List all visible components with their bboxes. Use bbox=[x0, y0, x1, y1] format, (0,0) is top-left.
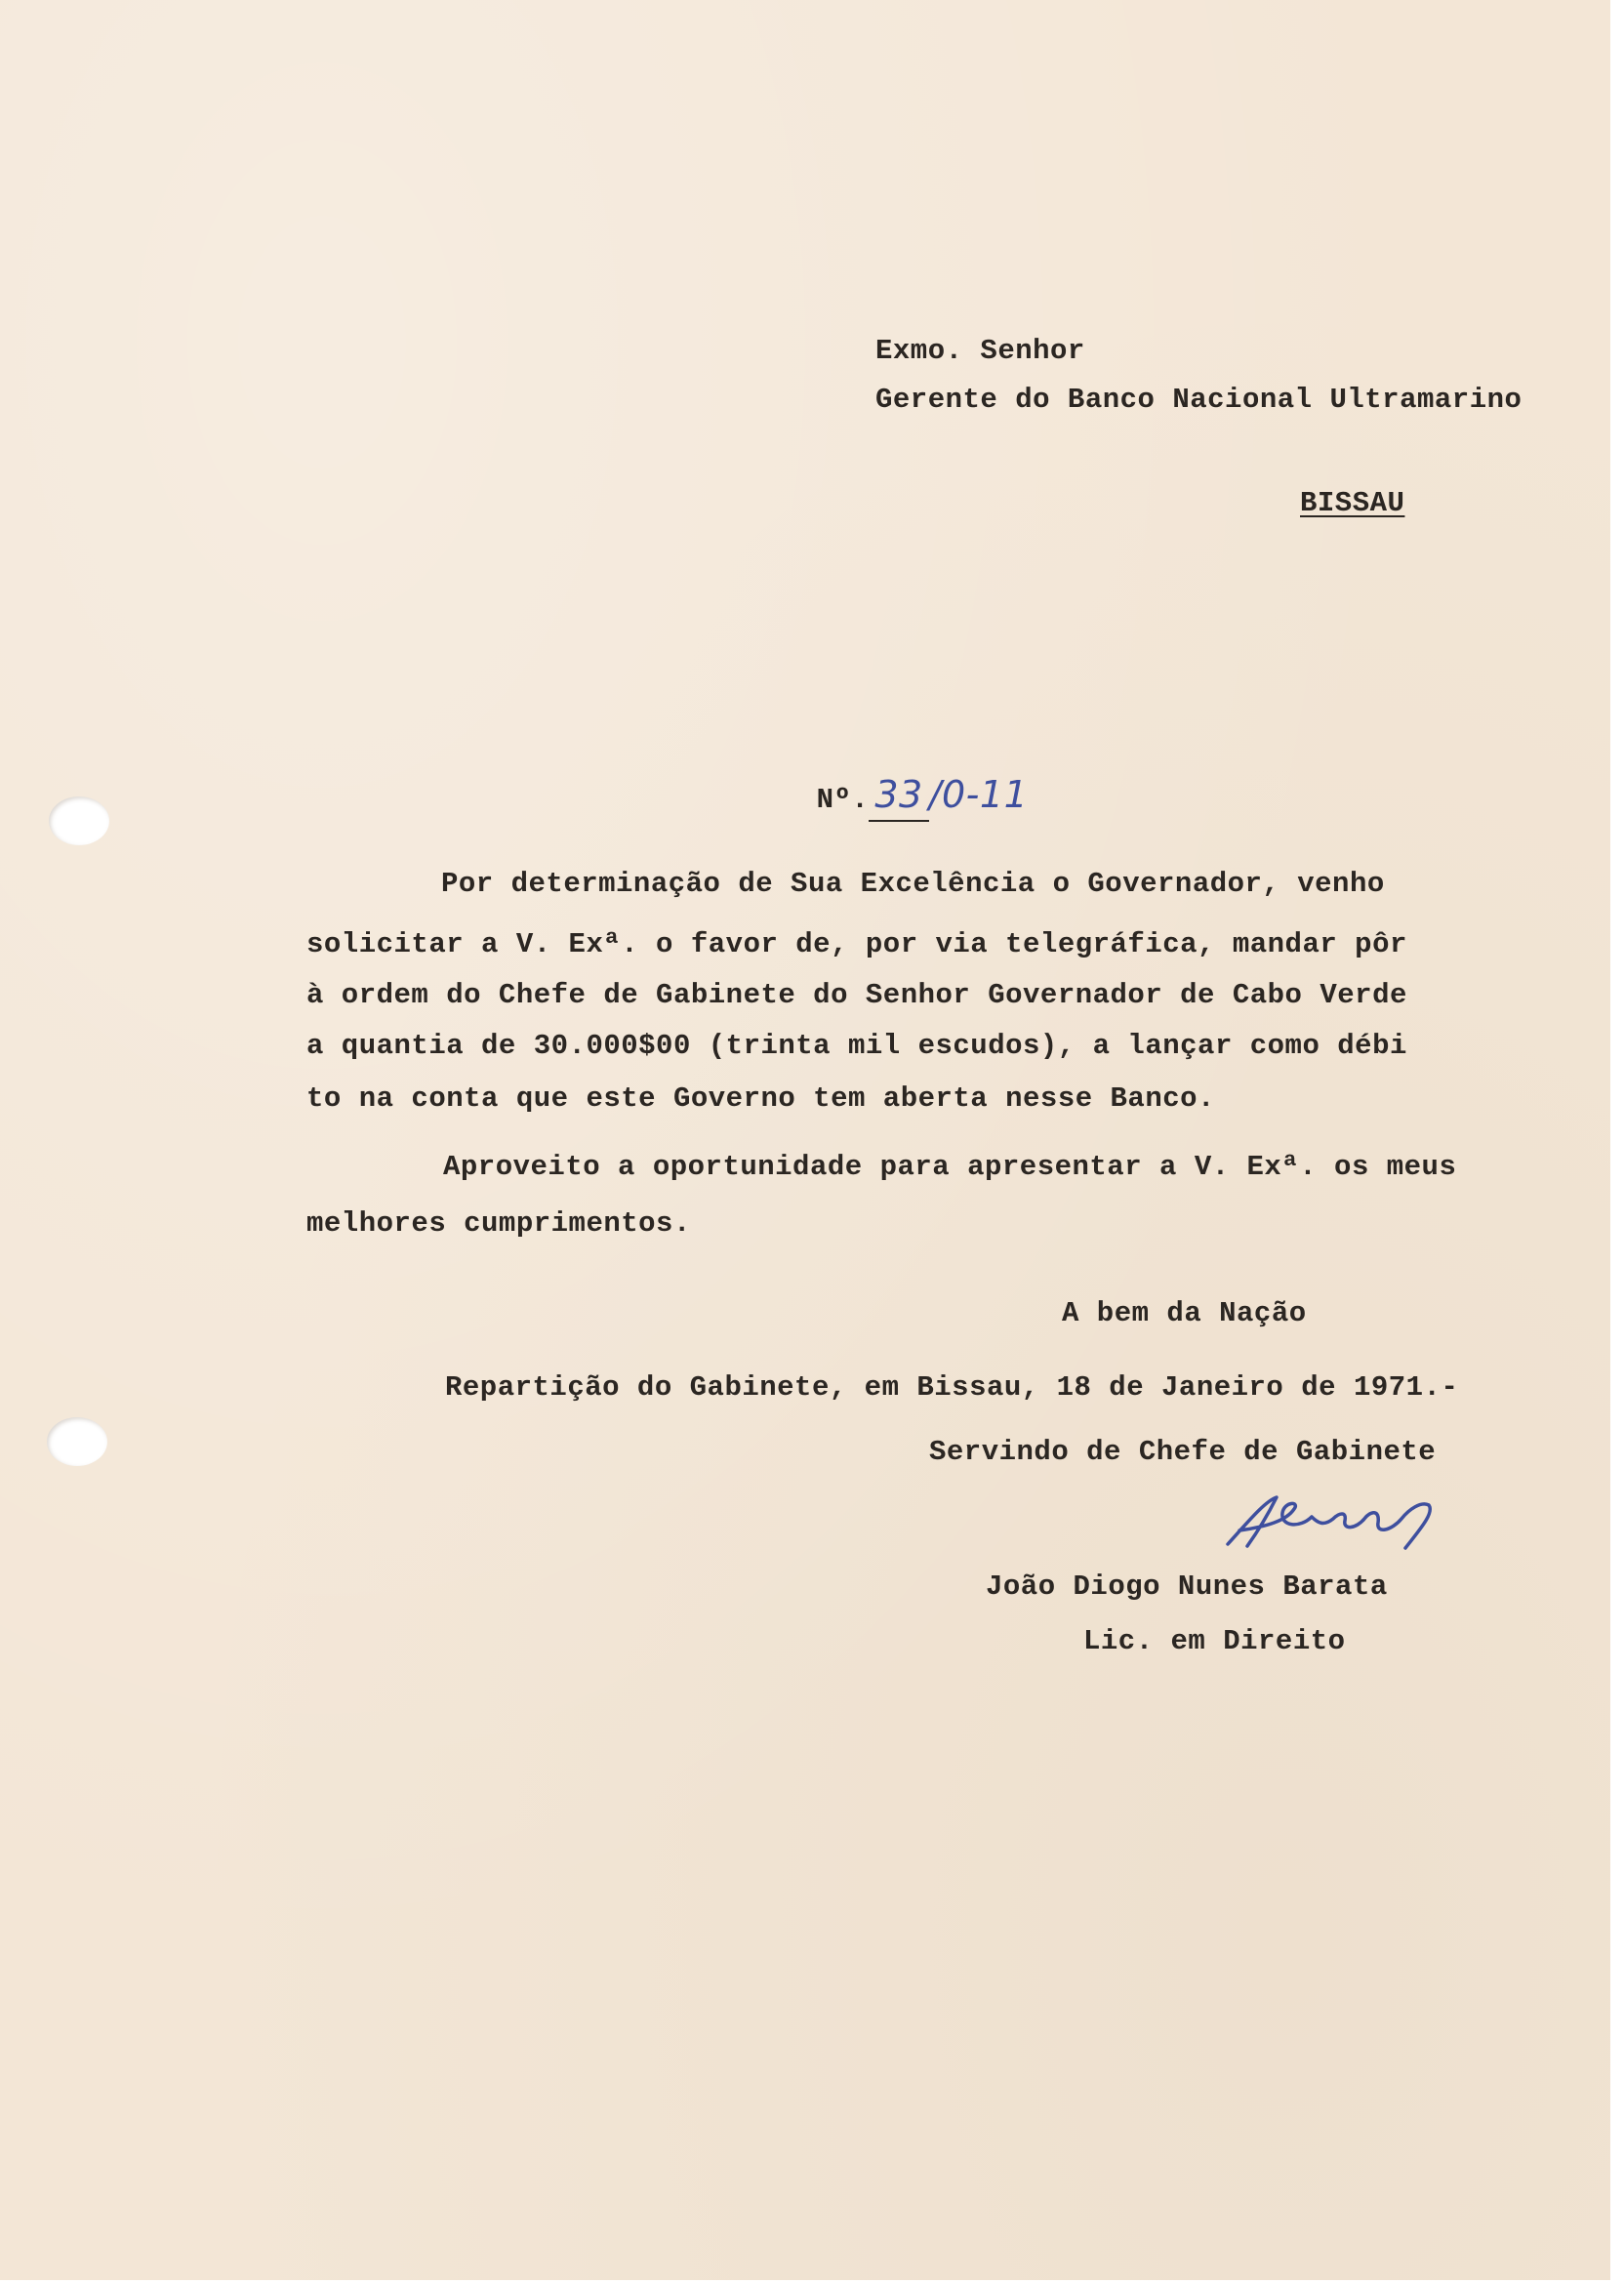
body-paragraph-1-line-5: to na conta que este Governo tem aberta nesse Banco. bbox=[306, 1082, 1215, 1115]
addressee-salutation: Exmo. Senhor bbox=[875, 335, 1085, 367]
signatory-title: Lic. em Direito bbox=[1083, 1625, 1346, 1657]
body-paragraph-2-line-2: melhores cumprimentos. bbox=[306, 1207, 691, 1240]
addressee-city: BISSAU bbox=[1300, 487, 1405, 519]
reference-prefix: Nº. bbox=[816, 784, 870, 816]
closing-place-date: Repartição do Gabinete, em Bissau, 18 de Janeiro de 1971.- bbox=[445, 1371, 1459, 1404]
reference-number bbox=[747, 742, 1028, 857]
punch-hole-top bbox=[49, 796, 109, 845]
handwritten-signature bbox=[1218, 1484, 1452, 1562]
reference-number-blank bbox=[869, 773, 928, 822]
reference-number-handwritten: 33 bbox=[874, 773, 923, 816]
signatory-name: João Diogo Nunes Barata bbox=[986, 1570, 1388, 1603]
closing-role: Servindo de Chefe de Gabinete bbox=[929, 1436, 1437, 1468]
body-paragraph-1-line-4: a quantia de 30.000$00 (trinta mil escudos), a lançar como débi bbox=[306, 1030, 1407, 1062]
body-paragraph-1-line-3: à ordem do Chefe de Gabinete do Senhor Governador de Cabo Verde bbox=[306, 979, 1407, 1011]
body-paragraph-1-line-2: solicitar a V. Exª. o favor de, por via telegráfica, mandar pôr bbox=[306, 928, 1407, 960]
closing-motto: A bem da Nação bbox=[1062, 1297, 1307, 1329]
body-paragraph-1-line-1: Por determinação de Sua Excelência o Governador, venho bbox=[441, 868, 1385, 900]
addressee-recipient: Gerente do Banco Nacional Ultramarino bbox=[875, 384, 1522, 416]
body-paragraph-2-line-1: Aproveito a oportunidade para apresentar a V. Exª. os meus bbox=[443, 1151, 1457, 1183]
reference-suffix-handwritten: /0-11 bbox=[928, 773, 1029, 816]
punch-hole-bottom bbox=[47, 1417, 107, 1466]
